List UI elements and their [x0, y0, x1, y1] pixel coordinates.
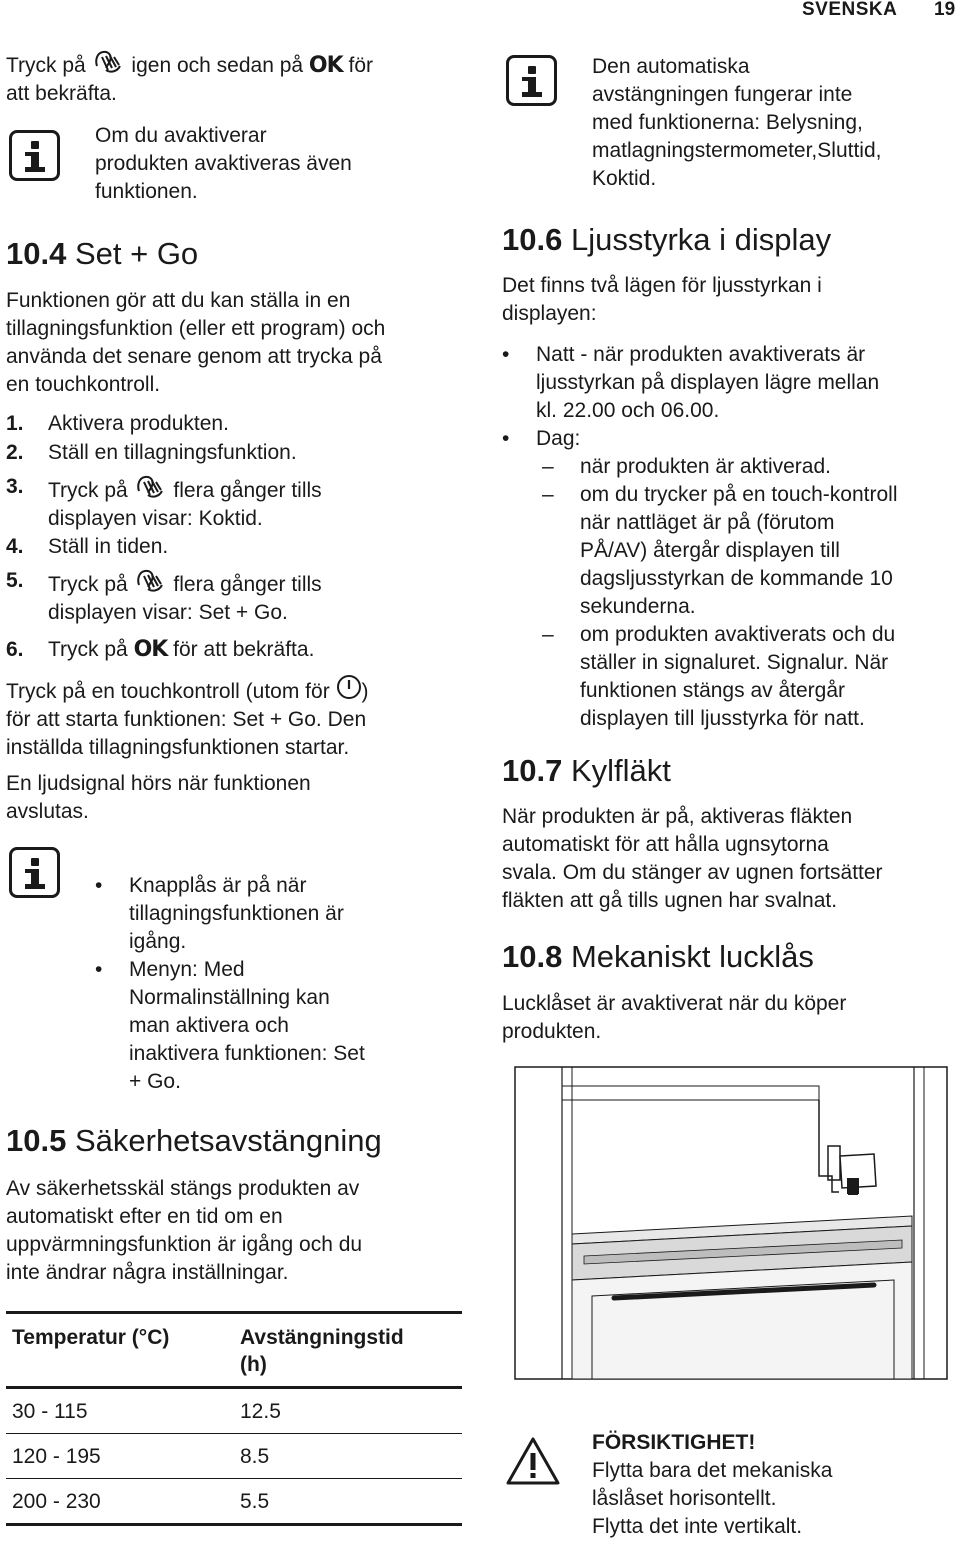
table-row: 120 - 195 8.5 [6, 1434, 462, 1479]
warning-icon [505, 1436, 561, 1486]
info-icon [506, 55, 557, 106]
list-item: • Dag: [502, 427, 581, 450]
section-heading-10-4: 10.4 Set + Go [6, 236, 199, 271]
steps-list [6, 410, 466, 664]
warning-note: FÖRSIKTIGHET! Flytta bara det mekaniska låslåset horisontellt. Flytta det inte vertikalt. [592, 1429, 957, 1541]
list-item: – när produkten är aktiverad. [542, 455, 831, 478]
section-10-4-paragraph: Funktionen gör att du kan ställa in en tillagningsfunktion (eller ett program) och använda det senare genom att trycka på en touchkontroll. [6, 289, 386, 396]
list-item: • Menyn: Med Normalinställning kan man aktivera och inaktivera funktionen: Set + Go. [95, 958, 365, 1093]
table-row: 200 - 230 5.5 [6, 1479, 462, 1525]
list-item: – om du trycker på en touch-kontroll när nattläget är på (förutom PÅ/AV) återgår displayen till dagsljusstyrkan de kommande 10 sekunderna. [542, 483, 898, 618]
function-hand-icon [134, 473, 168, 499]
section-heading-10-8: 10.8 Mekaniskt lucklås [502, 939, 814, 974]
brightness-list [502, 341, 957, 733]
header-language: SVENSKA [802, 0, 898, 20]
list-item: 1. Aktivera produkten. [6, 412, 229, 435]
signal-paragraph: En ljudsignal hörs när funktionen avslutas. [6, 772, 311, 823]
ok-icon: OK [133, 637, 168, 662]
section-heading-10-7: 10.7 Kylfläkt [502, 753, 671, 788]
page-number: 19 [934, 0, 956, 20]
list-item: – om produkten avaktiverats och du ställer in signaluret. Signalur. När funktionen stängs av återgår displayen till ljusstyrka för natt. [542, 623, 896, 730]
list-item: 5. Tryck på flera gånger tills displayen visar: Set + Go. [6, 569, 322, 624]
section-heading-10-6: 10.6 Ljusstyrka i display [502, 222, 832, 257]
section-heading-10-5: 10.5 Säkerhetsavstängning [6, 1123, 382, 1158]
list-item: 4. Ställ in tiden. [6, 535, 169, 558]
section-10-5-paragraph: Av säkerhetsskäl stängs produkten av automatiskt efter en tid om en uppvärmningsfunktion är igång och du inte ändrar några inställningar. [6, 1177, 363, 1284]
section-10-8-paragraph: Lucklåset är avaktiverat när du köper produkten. [502, 992, 847, 1043]
function-hand-icon [134, 567, 168, 593]
intro-paragraph: Tryck på igen och sedan på OK för att bekräfta. [6, 48, 466, 108]
section-10-6-paragraph: Det finns två lägen för ljusstyrkan i displayen: [502, 274, 822, 325]
start-paragraph: Tryck på en touchkontroll (utom för ) för att starta funktionen: Set + Go. Den inställda tillagningsfunktionen startar. [6, 674, 466, 762]
shutdown-table [6, 1311, 462, 1526]
table-header-shutdown-time: Avstängningstid (h) [240, 1326, 404, 1376]
oven-door-lock-illustration [514, 1066, 948, 1380]
page-header [0, 0, 960, 22]
info-icon [9, 847, 60, 898]
warning-title: FÖRSIKTIGHET! [592, 1431, 756, 1454]
table-header-row [6, 1313, 462, 1388]
list-item: 3. Tryck på flera gånger tills displayen visar: Koktid. [6, 475, 322, 530]
info-icon [9, 130, 60, 181]
ok-icon: OK [308, 53, 343, 78]
table-row: 30 - 115 12.5 [6, 1388, 462, 1434]
list-item: • Knapplås är på när tillagningsfunktionen är igång. [95, 874, 344, 953]
info-note-deactivate: Om du avaktiverar produkten avaktiveras även funktionen. [95, 124, 352, 203]
function-hand-icon [92, 48, 126, 74]
section-10-7-paragraph: När produkten är på, aktiveras fläkten automatiskt för att hålla ugnsytorna svala. Om du stänger av ugnen fortsätter fläkten att gå tills ugnen har svalnat. [502, 805, 883, 912]
info-note-bullets [95, 872, 455, 1096]
list-item: 6. Tryck på OK för att bekräfta. [6, 637, 315, 662]
table-header-temperature: Temperatur (°C) [12, 1326, 170, 1349]
list-item: 2. Ställ en tillagningsfunktion. [6, 441, 297, 464]
list-item: • Natt - när produkten avaktiverats är ljusstyrkan på displayen lägre mellan kl. 22.00 och 06.00. [502, 343, 880, 422]
power-icon [336, 674, 362, 700]
info-note-auto-shutdown: Den automatiska avstängningen fungerar inte med funktionerna: Belysning, matlagningstermometer,Sluttid, Koktid. [592, 55, 882, 190]
